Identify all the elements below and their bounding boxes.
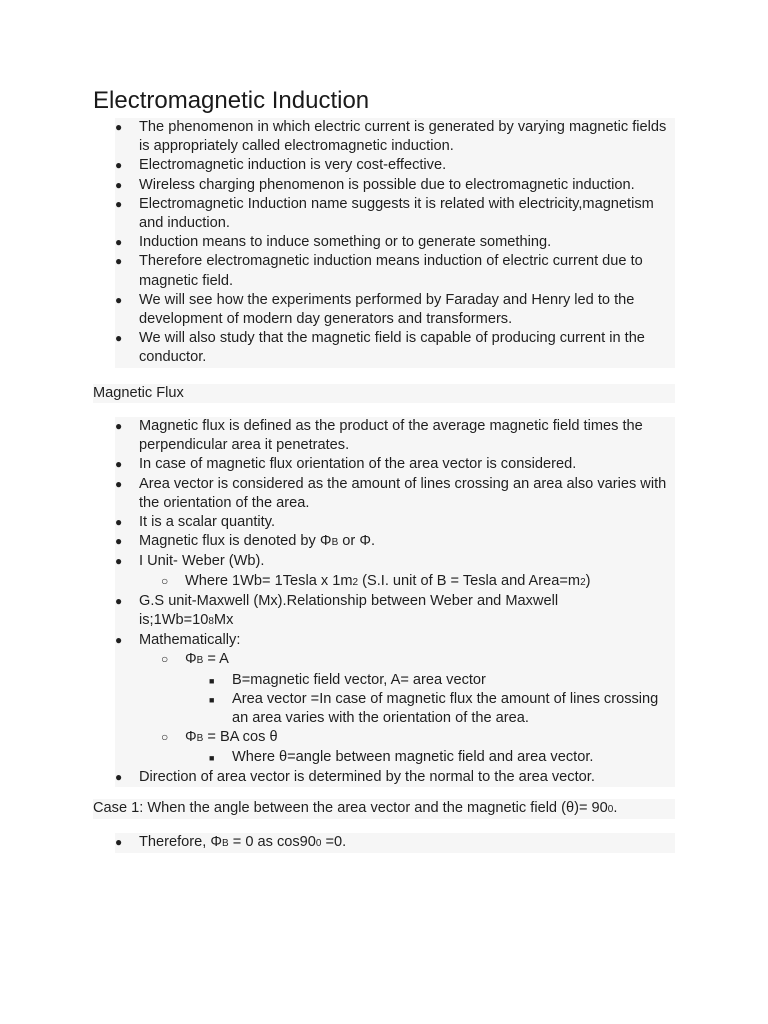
list-item-nested: ○ ΦB = BA cos θ — [115, 728, 675, 748]
bullet-disc-icon: ● — [115, 419, 123, 433]
bullet-disc-icon: ● — [115, 254, 123, 269]
list-item: ● Direction of area vector is determined by the normal to the area vector. — [115, 768, 675, 787]
list-item: ● Therefore electromagnetic induction means induction of electric current due to magnetic field. — [115, 253, 643, 289]
list-item: ● Therefore, ΦB = 0 as cos900 =0. — [115, 833, 675, 853]
case-1-list — [115, 833, 675, 853]
list-item: ● The phenomenon in which electric current is generated by varying magnetic fields is appropriately called electromagnetic induction. — [115, 119, 667, 155]
page-title: Electromagnetic Induction — [93, 87, 370, 114]
bullet-disc-icon: ● — [115, 534, 123, 549]
bullet-disc-icon: ● — [115, 331, 123, 346]
bullet-circle-icon: ○ — [161, 652, 169, 667]
bullet-disc-icon: ● — [115, 835, 123, 849]
list-item: ● In case of magnetic flux orientation of the area vector is considered. — [115, 455, 675, 474]
magnetic-flux-list — [115, 417, 675, 787]
list-item: ● I Unit- Weber (Wb). — [115, 552, 675, 571]
list-item: ● Induction means to induce something or to generate something. — [115, 233, 675, 252]
list-item: ● Magnetic flux is denoted by ΦB or Φ. — [115, 532, 675, 552]
bullet-square-icon: ■ — [209, 675, 215, 686]
list-item: ● Magnetic flux is defined as the product of the average magnetic field times the perpendicular area it penetrates. — [115, 418, 643, 454]
bullet-disc-icon: ● — [115, 769, 123, 784]
list-item-nested-2: ■ Where θ=angle between magnetic field and area vector. — [115, 748, 675, 767]
list-item: ● It is a scalar quantity. — [115, 513, 675, 532]
bullet-disc-icon: ● — [115, 177, 123, 192]
bullet-disc-icon: ● — [115, 515, 123, 530]
list-item: ● Electromagnetic Induction name suggests it is related with electricity,magnetism and induction. — [115, 195, 654, 232]
list-item: ● G.S unit-Maxwell (Mx).Relationship between Weber and Maxwell is;1Wb=108Mx — [115, 592, 559, 629]
bullet-disc-icon: ● — [115, 476, 123, 491]
list-item-nested-2: ■ Area vector =In case of magnetic flux the amount of lines crossing an area varies with the orientation of the area. — [209, 690, 659, 727]
bullet-circle-icon: ○ — [161, 573, 169, 588]
list-item: ● Electromagnetic induction is very cost-effective. — [115, 156, 675, 175]
bullet-circle-icon: ○ — [161, 730, 169, 745]
bullet-disc-icon: ● — [115, 196, 123, 211]
list-item-nested: ○ Where 1Wb= 1Tesla x 1m2 (S.I. unit of B = Tesla and Area=m2) — [115, 572, 675, 592]
bullet-disc-icon: ● — [115, 593, 123, 608]
intro-list — [115, 118, 675, 368]
list-item: ● We will also study that the magnetic field is capable of producing current in the conductor. — [115, 330, 645, 366]
bullet-disc-icon: ● — [115, 633, 123, 648]
bullet-square-icon: ■ — [209, 694, 215, 705]
bullet-disc-icon: ● — [115, 292, 123, 307]
list-item: ● We will see how the experiments performed by Faraday and Henry led to the development of modern day generators and transformers. — [115, 291, 635, 328]
bullet-disc-icon: ● — [115, 235, 123, 250]
bullet-disc-icon: ● — [115, 554, 123, 569]
bullet-square-icon: ■ — [209, 753, 215, 764]
section-heading-magnetic-flux: Magnetic Flux — [93, 384, 675, 403]
bullet-disc-icon: ● — [115, 158, 123, 173]
list-item-nested-2: ■ B=magnetic field vector, A= area vector — [115, 671, 675, 690]
list-item-nested: ○ ΦB = A — [115, 650, 675, 670]
bullet-disc-icon: ● — [115, 457, 123, 472]
section-heading-case-1: Case 1: When the angle between the area vector and the magnetic field (θ)= 900. — [93, 799, 675, 819]
list-item: ● Mathematically: — [115, 631, 675, 650]
list-item: ● Area vector is considered as the amount of lines crossing an area also varies with the orientation of the area. — [115, 475, 667, 511]
list-item: ● Wireless charging phenomenon is possible due to electromagnetic induction. — [115, 176, 675, 195]
bullet-disc-icon: ● — [115, 120, 123, 134]
